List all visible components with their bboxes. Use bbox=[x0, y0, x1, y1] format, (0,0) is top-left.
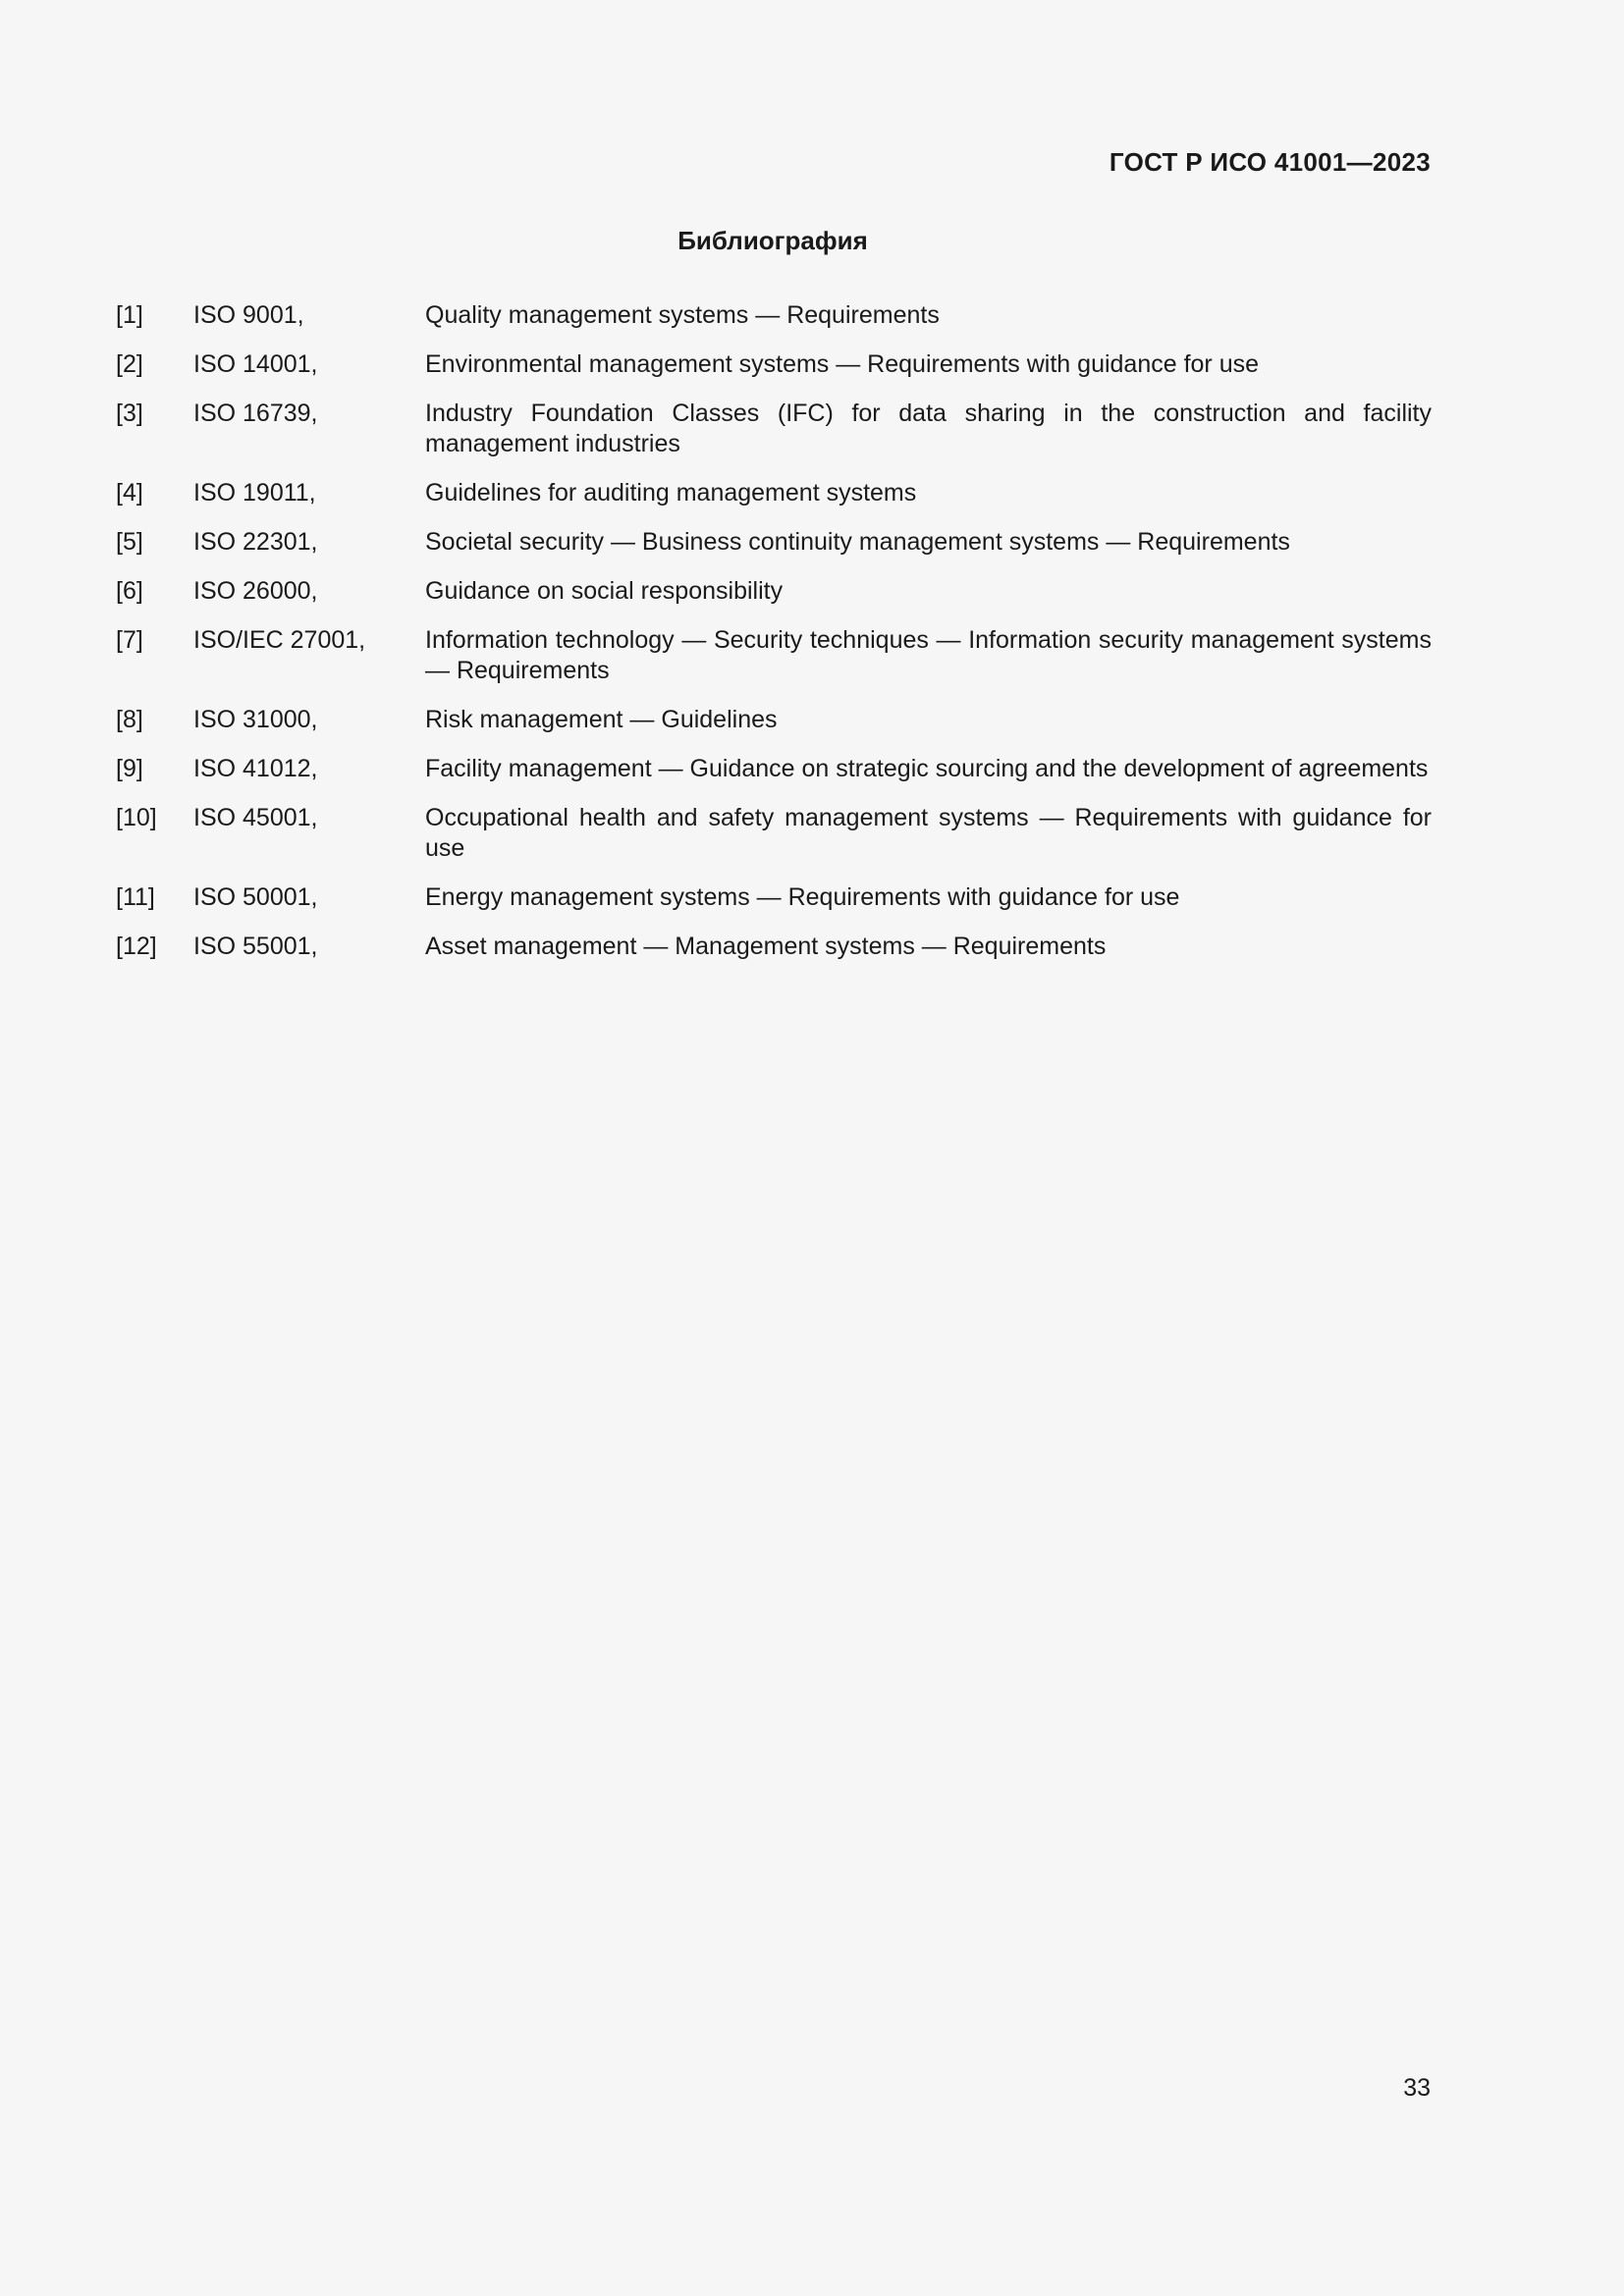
entry-number: [12] bbox=[116, 933, 157, 960]
entry-number: [2] bbox=[116, 350, 143, 378]
standard-title: Guidance on social responsibility bbox=[425, 577, 784, 605]
standard-title: Quality management systems — Requirements bbox=[425, 301, 940, 329]
bibliography-list bbox=[116, 300, 1432, 981]
standard-title: Facility management — Guidance on strategic sourcing and the development of agreements bbox=[425, 755, 1429, 782]
bibliography-entry bbox=[116, 932, 1432, 962]
entry-number: [11] bbox=[116, 883, 155, 911]
entry-number: [4] bbox=[116, 479, 143, 507]
bibliography-entry bbox=[116, 576, 1432, 607]
standard-code: ISO 31000, bbox=[193, 706, 318, 733]
bibliography-entry bbox=[116, 527, 1432, 558]
standard-title: Occupational health and safety management systems — Requirements with guidance for use bbox=[425, 804, 1432, 862]
standard-code: ISO 41012, bbox=[193, 755, 318, 782]
bibliography-entry bbox=[116, 478, 1432, 508]
entry-number: [10] bbox=[116, 804, 157, 831]
standard-title: Societal security — Business continuity management systems — Requirements bbox=[425, 528, 1290, 556]
entry-number: [5] bbox=[116, 528, 143, 556]
section-title: Библиография bbox=[677, 226, 868, 255]
entry-number: [3] bbox=[116, 400, 143, 427]
document-code: ГОСТ Р ИСО 41001—2023 bbox=[1109, 147, 1431, 177]
standard-code: ISO/IEC 27001, bbox=[193, 626, 366, 654]
bibliography-entry bbox=[116, 300, 1432, 331]
standard-code: ISO 45001, bbox=[193, 804, 318, 831]
bibliography-entry bbox=[116, 803, 1432, 864]
entry-number: [1] bbox=[116, 301, 143, 329]
entry-number: [9] bbox=[116, 755, 143, 782]
standard-code: ISO 9001, bbox=[193, 301, 304, 329]
standard-title: Industry Foundation Classes (IFC) for data sharing in the construction and facility management industries bbox=[425, 400, 1432, 457]
bibliography-entry bbox=[116, 399, 1432, 459]
standard-code: ISO 50001, bbox=[193, 883, 318, 911]
standard-code: ISO 14001, bbox=[193, 350, 318, 378]
bibliography-entry bbox=[116, 349, 1432, 380]
standard-title: Asset management — Management systems — Requirements bbox=[425, 933, 1107, 960]
standard-title: Environmental management systems — Requirements with guidance for use bbox=[425, 350, 1260, 378]
bibliography-entry bbox=[116, 754, 1432, 784]
entry-number: [6] bbox=[116, 577, 143, 605]
standard-code: ISO 55001, bbox=[193, 933, 318, 960]
bibliography-entry bbox=[116, 625, 1432, 686]
standard-code: ISO 19011, bbox=[193, 479, 316, 507]
entry-number: [8] bbox=[116, 706, 143, 733]
standard-code: ISO 22301, bbox=[193, 528, 318, 556]
standard-title: Risk management — Guidelines bbox=[425, 706, 778, 733]
standard-title: Information technology — Security techniques — Information security management systems — Requirements bbox=[425, 626, 1432, 684]
page-number: 33 bbox=[1403, 2074, 1431, 2102]
bibliography-entry bbox=[116, 882, 1432, 913]
standard-title: Guidelines for auditing management systems bbox=[425, 479, 917, 507]
entry-number: [7] bbox=[116, 626, 143, 654]
standard-code: ISO 16739, bbox=[193, 400, 318, 427]
bibliography-entry bbox=[116, 705, 1432, 735]
standard-code: ISO 26000, bbox=[193, 577, 318, 605]
standard-title: Energy management systems — Requirements with guidance for use bbox=[425, 883, 1180, 911]
